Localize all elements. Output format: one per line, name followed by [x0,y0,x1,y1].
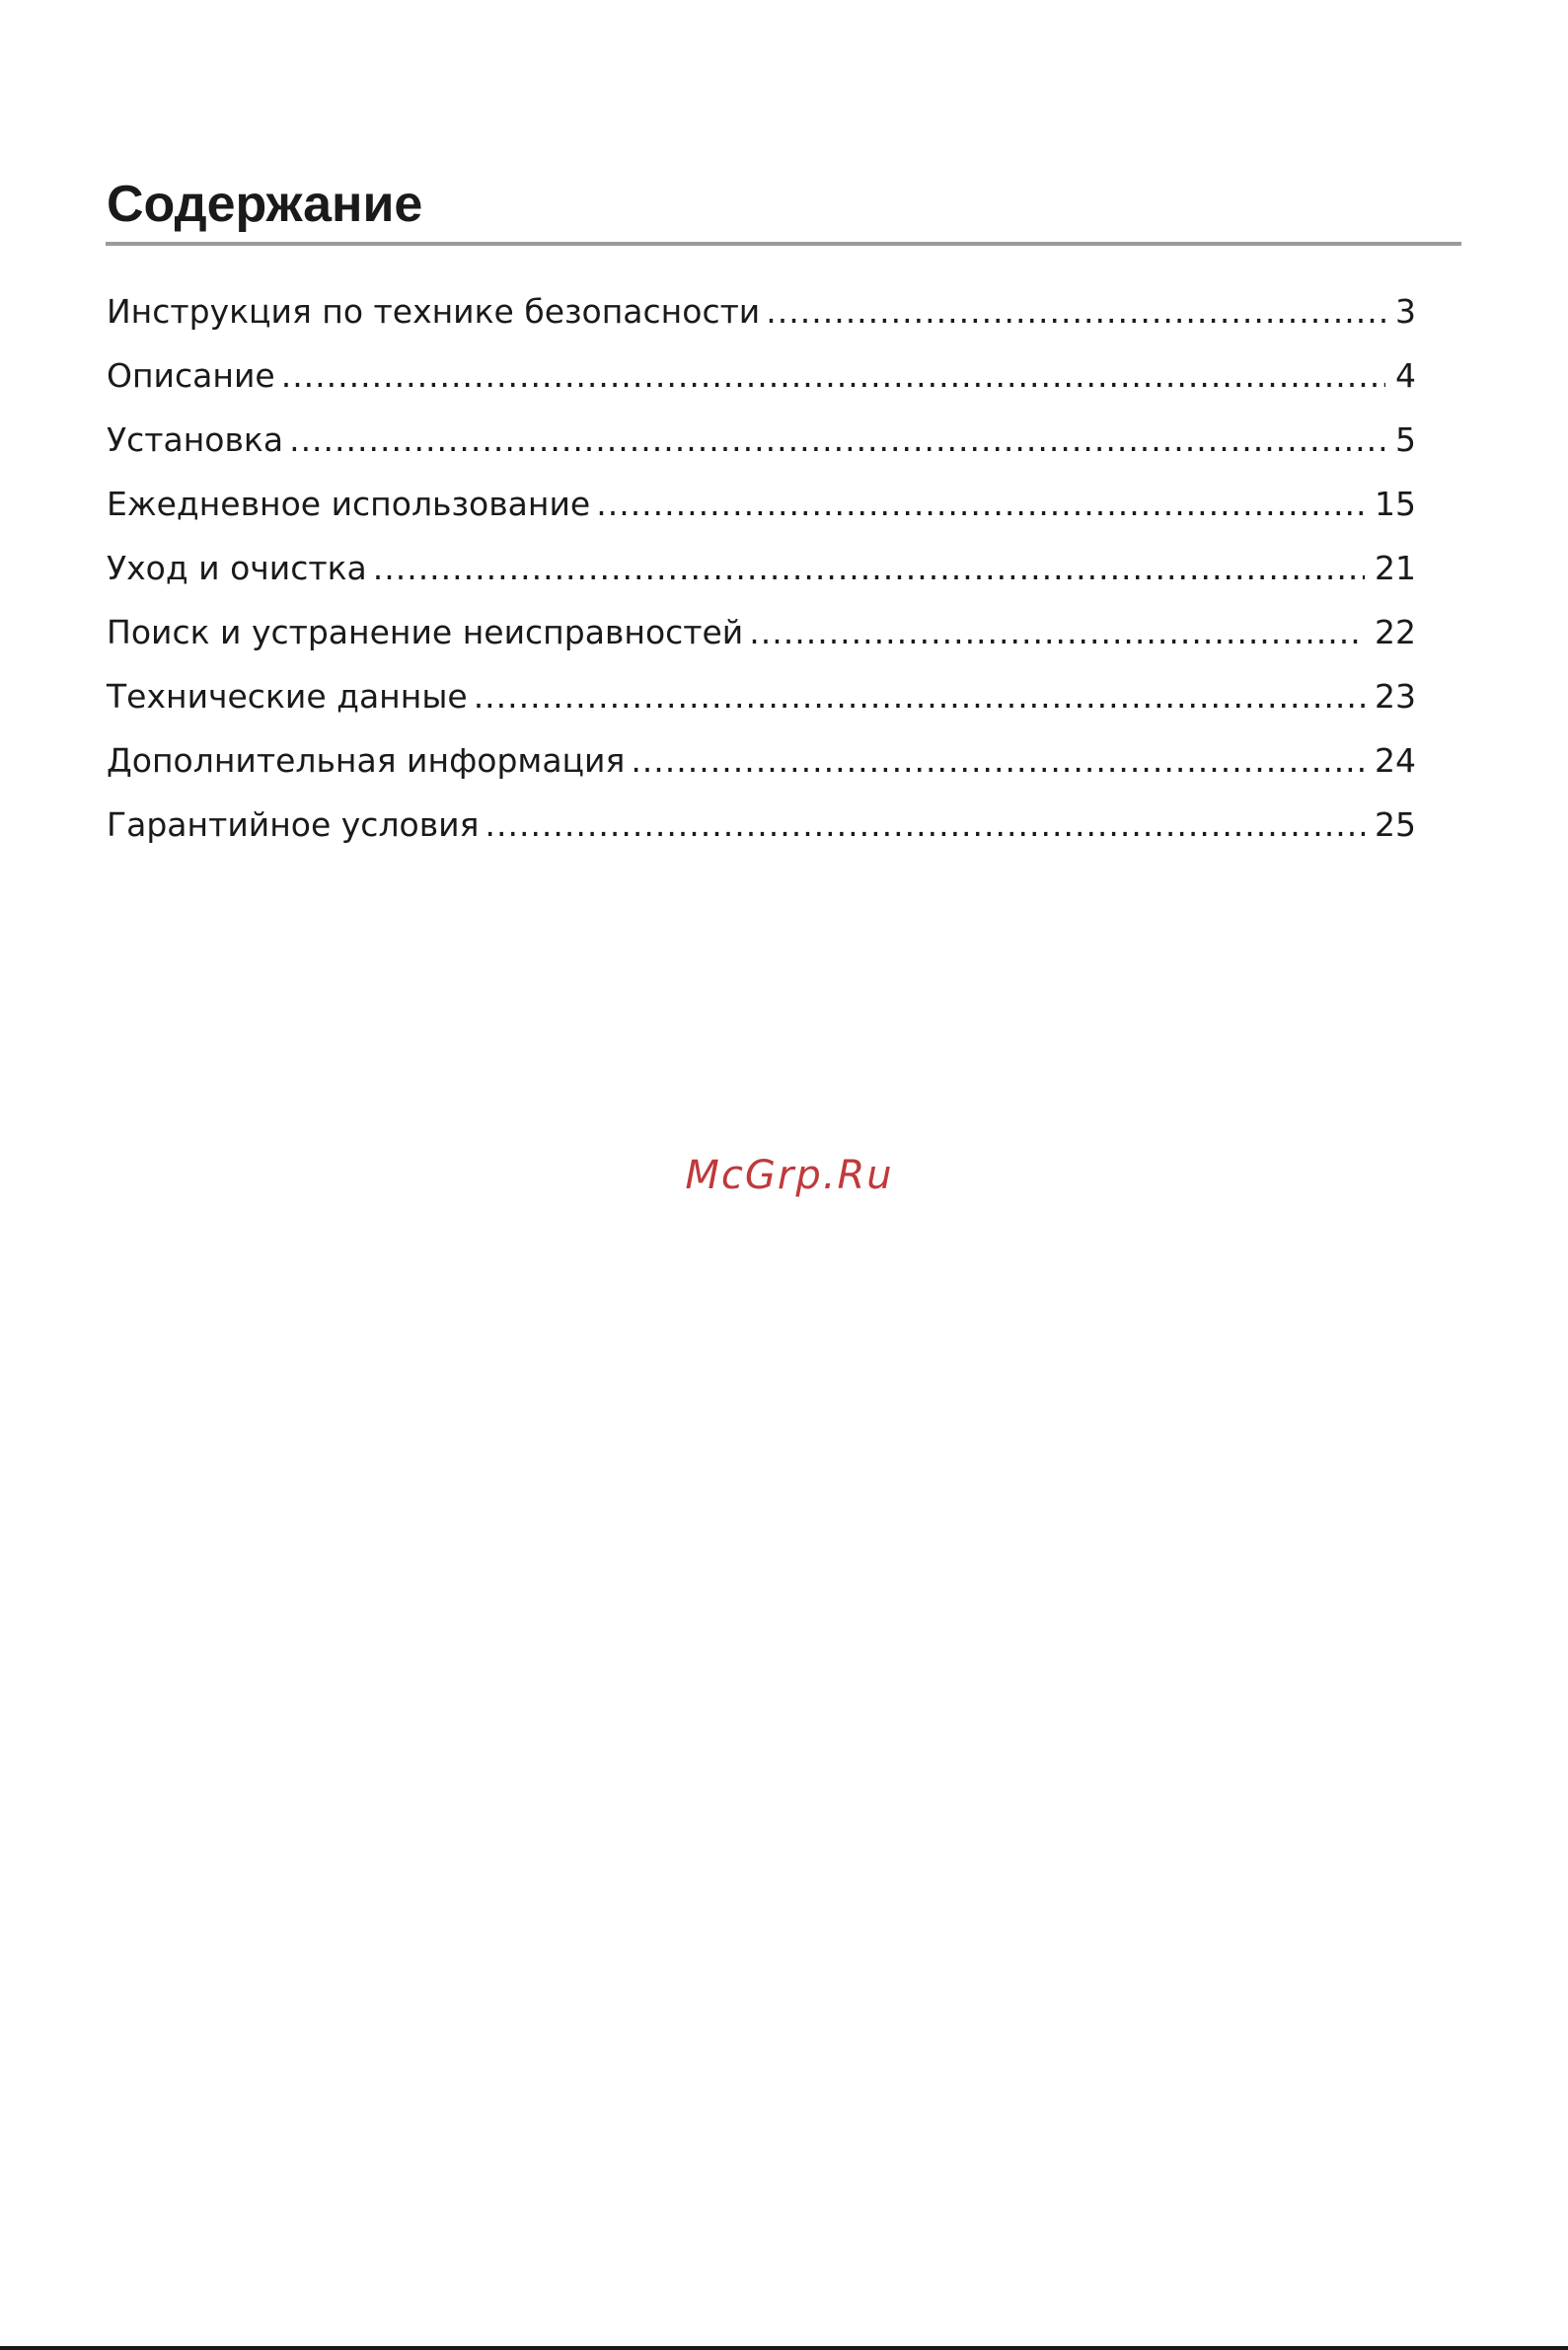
toc-entry-label: Ежедневное использование [107,485,591,523]
toc-entry[interactable] [107,540,1416,604]
page-title: Содержание [107,176,423,233]
toc-leader-dots [485,796,1365,854]
toc-leader-dots [373,540,1365,597]
watermark: McGrp.Ru [685,1153,894,1198]
toc-entry-page: 21 [1375,549,1416,587]
toc-leader-dots [766,283,1385,341]
toc-leader-dots [749,604,1365,661]
toc-entry-label: Технические данные [107,677,468,716]
toc-entry[interactable] [107,796,1416,861]
toc-entry-page: 5 [1395,420,1416,459]
toc-leader-dots [289,412,1385,469]
toc-entry-page: 24 [1375,741,1416,780]
toc-entry-page: 15 [1375,485,1416,523]
toc-entry-page: 25 [1375,805,1416,844]
toc-entry[interactable] [107,412,1416,476]
toc-entry[interactable] [107,347,1416,412]
title-divider [106,242,1461,246]
toc-entry[interactable] [107,476,1416,540]
toc-leader-dots [596,476,1365,533]
toc-entry-label: Уход и очистка [107,549,367,587]
toc-entry-label: Поиск и устранение неисправностей [107,613,744,651]
toc-entry[interactable] [107,283,1416,347]
toc-leader-dots [474,668,1365,725]
toc-entry-page: 23 [1375,677,1416,716]
toc-entry-label: Описание [107,356,275,395]
toc-entry-page: 22 [1375,613,1416,651]
toc-entry[interactable] [107,732,1416,796]
toc-entry-label: Установка [107,420,284,459]
table-of-contents [107,283,1416,861]
toc-entry[interactable] [107,668,1416,732]
toc-entry[interactable] [107,604,1416,668]
toc-entry-page: 3 [1395,292,1416,331]
toc-entry-label: Дополнительная информация [107,741,626,780]
toc-entry-label: Инструкция по технике безопасности [107,292,761,331]
toc-leader-dots [631,732,1365,790]
toc-entry-label: Гарантийное условия [107,805,480,844]
toc-entry-page: 4 [1395,356,1416,395]
toc-leader-dots [281,347,1385,405]
bottom-edge-rule [0,2346,1568,2350]
